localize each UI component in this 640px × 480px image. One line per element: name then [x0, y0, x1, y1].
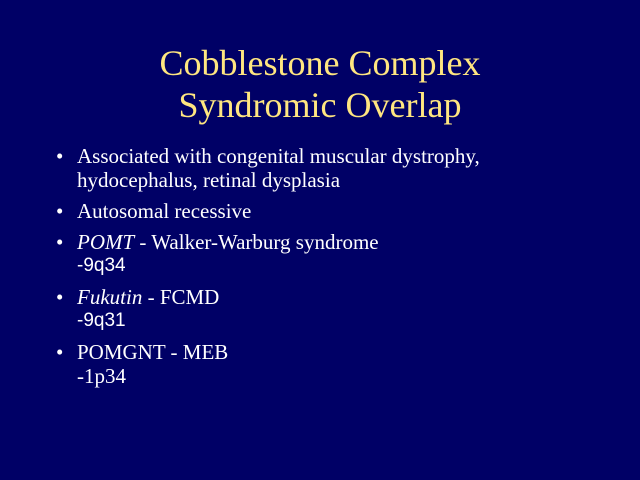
bullet-text-line-1: POMGNT - MEB [77, 340, 229, 364]
bullet-text: Autosomal recessive [77, 199, 252, 223]
gene-name: Fukutin [77, 285, 143, 309]
bullet-marker: • [56, 340, 64, 364]
bullet-marker: • [56, 144, 64, 168]
bullet-list [56, 144, 616, 395]
disease-name: - Walker-Warburg syndrome [134, 230, 379, 254]
bullet-item-fukutin [56, 285, 616, 333]
bullet-marker: • [56, 199, 64, 223]
bullet-item-associated [56, 144, 616, 192]
gene-locus: -9q31 [77, 310, 126, 331]
slide-title [0, 42, 640, 126]
gene-name: POMT [77, 230, 135, 254]
title-line-1: Cobblestone Complex [159, 43, 481, 83]
bullet-text-line-1 [77, 230, 616, 254]
bullet-text-line-1: Associated with congenital muscular dystrophy, [77, 144, 480, 168]
bullet-text-line-1 [77, 285, 616, 309]
gene-locus: -1p34 [77, 364, 126, 388]
bullet-item-pomt [56, 230, 616, 278]
bullet-item-pomgnt [56, 340, 616, 388]
bullet-text-line-2: hydocephalus, retinal dysplasia [77, 168, 341, 192]
disease-name: - FCMD [142, 285, 220, 309]
title-line-2: Syndromic Overlap [178, 85, 462, 125]
gene-locus: -9q34 [77, 255, 126, 276]
bullet-marker: • [56, 285, 64, 309]
bullet-marker: • [56, 230, 64, 254]
bullet-item-autosomal [56, 199, 616, 223]
